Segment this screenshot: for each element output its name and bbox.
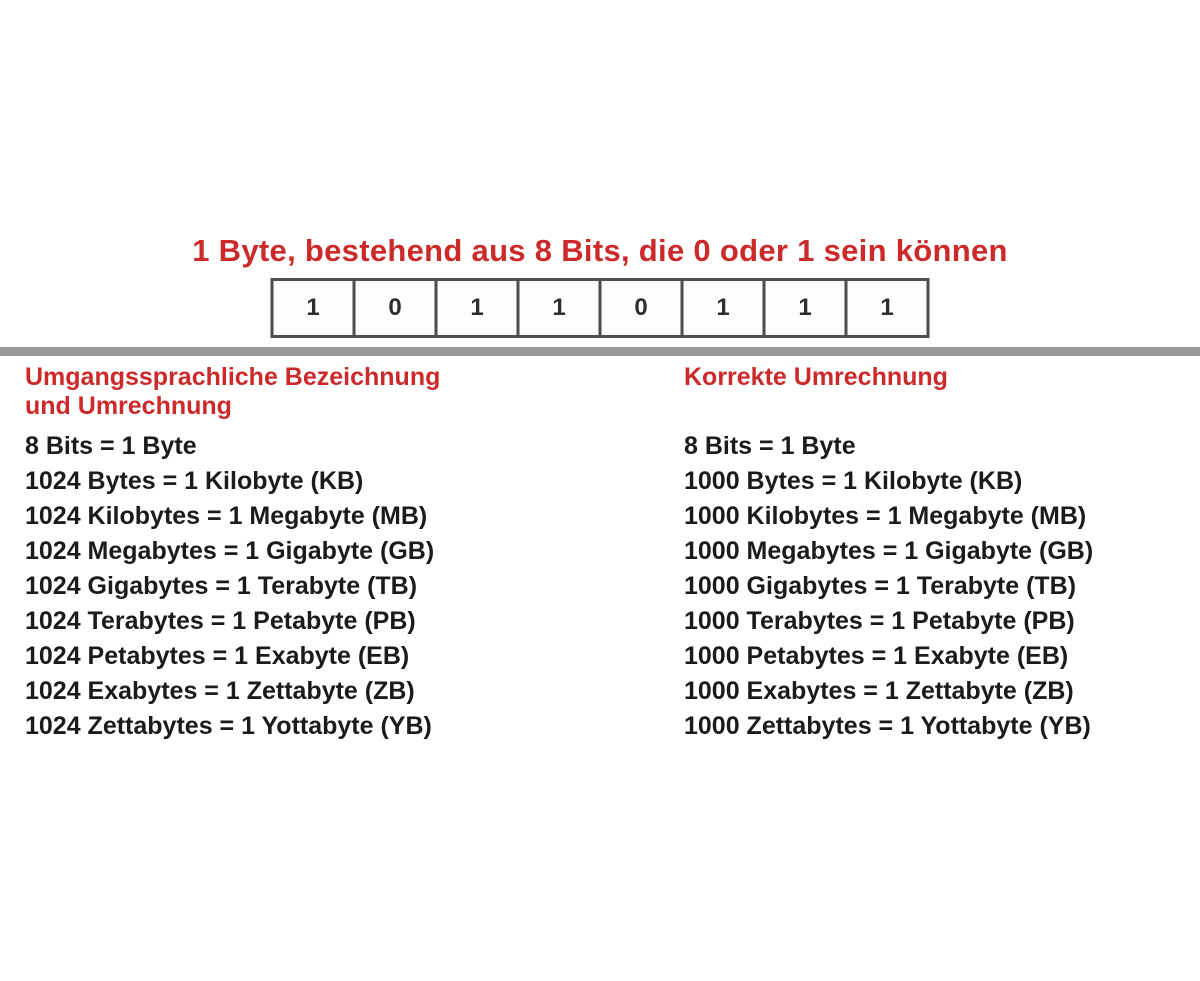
heading-line-1: Umgangssprachliche Bezeichnung	[25, 363, 441, 391]
bit-cell: 1	[845, 278, 930, 338]
column-colloquial-conversion	[25, 363, 440, 744]
conversion-row: 8 Bits = 1 Byte	[25, 432, 197, 460]
conversion-row: 1000 Petabytes = 1 Exabyte (EB)	[684, 642, 1069, 670]
conversion-row: 1024 Kilobytes = 1 Megabyte (MB)	[25, 502, 428, 530]
horizontal-divider	[0, 347, 1200, 356]
bit-cell: 1	[435, 278, 520, 338]
bit-cell: 1	[517, 278, 602, 338]
conversion-row: 1024 Bytes = 1 Kilobyte (KB)	[25, 467, 364, 495]
byte-diagram	[271, 278, 930, 338]
conversion-row: 1024 Gigabytes = 1 Terabyte (TB)	[25, 572, 418, 600]
column-heading-correct	[684, 363, 1093, 429]
conversion-row: 1000 Bytes = 1 Kilobyte (KB)	[684, 467, 1023, 495]
conversion-row: 1000 Exabytes = 1 Zettabyte (ZB)	[684, 677, 1074, 705]
column-heading-colloquial	[25, 363, 440, 429]
conversion-row: 1000 Terabytes = 1 Petabyte (PB)	[684, 607, 1075, 635]
column-correct-conversion	[684, 363, 1093, 744]
heading-line-2: und Umrechnung	[25, 392, 232, 420]
bit-cell: 0	[599, 278, 684, 338]
conversion-row: 1024 Terabytes = 1 Petabyte (PB)	[25, 607, 416, 635]
heading-line-1: Korrekte Umrechnung	[684, 363, 948, 391]
bit-cell: 0	[353, 278, 438, 338]
conversion-row: 8 Bits = 1 Byte	[684, 432, 856, 460]
conversion-row: 1024 Zettabytes = 1 Yottabyte (YB)	[25, 712, 432, 740]
conversion-row: 1000 Zettabytes = 1 Yottabyte (YB)	[684, 712, 1091, 740]
bit-cell: 1	[763, 278, 848, 338]
conversion-row: 1000 Megabytes = 1 Gigabyte (GB)	[684, 537, 1094, 565]
bit-cell: 1	[271, 278, 356, 338]
conversion-row: 1024 Exabytes = 1 Zettabyte (ZB)	[25, 677, 415, 705]
conversion-row: 1000 Kilobytes = 1 Megabyte (MB)	[684, 502, 1087, 530]
conversion-row: 1024 Megabytes = 1 Gigabyte (GB)	[25, 537, 435, 565]
page-title: 1 Byte, bestehend aus 8 Bits, die 0 oder 1 sein können	[192, 233, 1008, 268]
conversion-row: 1024 Petabytes = 1 Exabyte (EB)	[25, 642, 410, 670]
bit-cell: 1	[681, 278, 766, 338]
conversion-row: 1000 Gigabytes = 1 Terabyte (TB)	[684, 572, 1077, 600]
